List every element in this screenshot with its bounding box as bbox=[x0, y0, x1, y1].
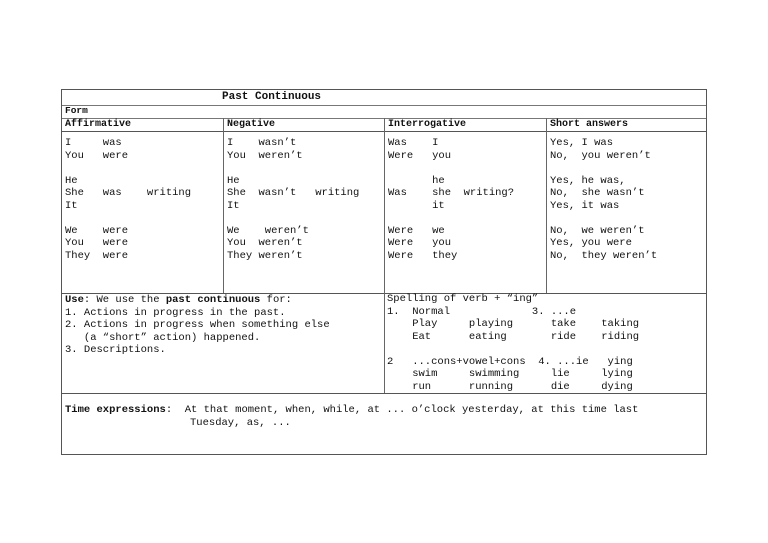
affirmative-heading: Affirmative bbox=[65, 119, 132, 130]
text-line: 3. Descriptions. bbox=[65, 344, 166, 356]
grammar-table bbox=[61, 89, 707, 455]
text-line: Was she writing? bbox=[388, 187, 515, 199]
use-intro-b: past continuous bbox=[165, 294, 261, 306]
text-line: Were you bbox=[388, 149, 452, 162]
text-line: Eat eating ride riding bbox=[387, 330, 640, 343]
text-line: No, she wasn’t bbox=[550, 187, 645, 199]
form-label: Form bbox=[65, 105, 88, 116]
text-line: swim swimming lie lying bbox=[387, 368, 633, 380]
text-line: Yes, I was bbox=[550, 137, 614, 149]
form-row bbox=[62, 105, 706, 119]
text-line: Yes, it was bbox=[550, 199, 620, 212]
negative-heading: Negative bbox=[227, 119, 276, 130]
text-line: 2 ...cons+vowel+cons 4. ...ie ying bbox=[387, 355, 633, 368]
text-line: I wasn’t bbox=[227, 137, 297, 149]
text-line: 2. Actions in progress when something else bbox=[65, 319, 330, 331]
time-expressions-text: : At that moment, when, while, at ... o’clock yesterday, at this time last bbox=[165, 404, 639, 416]
text-line: (a “short” action) happened. bbox=[65, 331, 261, 344]
negative-column bbox=[224, 118, 384, 293]
text-line: She was writing bbox=[65, 187, 192, 199]
use-intro-c: for: bbox=[260, 294, 292, 306]
time-expressions-line1 bbox=[65, 404, 638, 417]
text-line: Were they bbox=[388, 249, 458, 262]
text-line: You weren’t bbox=[227, 237, 303, 249]
use-spelling-divider bbox=[384, 293, 385, 393]
short-answers-column bbox=[547, 118, 707, 293]
affirmative-column bbox=[62, 118, 223, 293]
text-line: They weren’t bbox=[227, 249, 303, 262]
text-line: No, you weren’t bbox=[550, 149, 651, 162]
text-line: He bbox=[227, 174, 240, 187]
text-line: Yes, he was, bbox=[550, 174, 626, 187]
text-line: Were we bbox=[388, 224, 445, 237]
use-intro-a: : We use the bbox=[83, 294, 166, 306]
text-line: Were you bbox=[388, 237, 452, 249]
spelling-heading: Spelling of verb + “ing” bbox=[387, 293, 539, 305]
text-line: He bbox=[65, 174, 78, 187]
text-line: They were bbox=[65, 249, 129, 262]
text-line: We weren’t bbox=[227, 224, 309, 237]
text-line: No, we weren’t bbox=[550, 224, 645, 237]
use-intro bbox=[65, 294, 292, 307]
page-title: Past Continuous bbox=[222, 91, 322, 103]
interrogative-column bbox=[385, 118, 546, 293]
spelling-section bbox=[387, 293, 705, 393]
time-expressions-line2: Tuesday, as, ... bbox=[190, 417, 291, 429]
text-line: I was bbox=[65, 137, 122, 149]
interrogative-heading: Interrogative bbox=[388, 119, 467, 130]
text-line: Was I bbox=[388, 137, 439, 149]
short-answers-heading: Short answers bbox=[550, 119, 629, 130]
text-line: he bbox=[388, 174, 445, 187]
text-line: We were bbox=[65, 224, 129, 237]
text-line: You were bbox=[65, 237, 129, 249]
time-expressions-row bbox=[62, 393, 706, 457]
text-line: She wasn’t writing bbox=[227, 187, 360, 199]
text-line: You weren’t bbox=[227, 149, 303, 162]
title-row bbox=[62, 90, 706, 106]
text-line: It bbox=[65, 199, 78, 212]
text-line: run running die dying bbox=[387, 380, 633, 393]
time-expressions-label: Time expressions bbox=[65, 404, 166, 416]
text-line: No, they weren’t bbox=[550, 249, 658, 262]
text-line: Play playing take taking bbox=[387, 318, 640, 330]
use-label: Use bbox=[65, 294, 84, 306]
text-line: Yes, you were bbox=[550, 237, 632, 249]
text-line: 1. Normal 3. ...e bbox=[387, 305, 577, 318]
text-line: 1. Actions in progress in the past. bbox=[65, 306, 286, 319]
text-line: It bbox=[227, 199, 240, 212]
text-line: it bbox=[388, 199, 445, 212]
text-line: You were bbox=[65, 149, 129, 162]
